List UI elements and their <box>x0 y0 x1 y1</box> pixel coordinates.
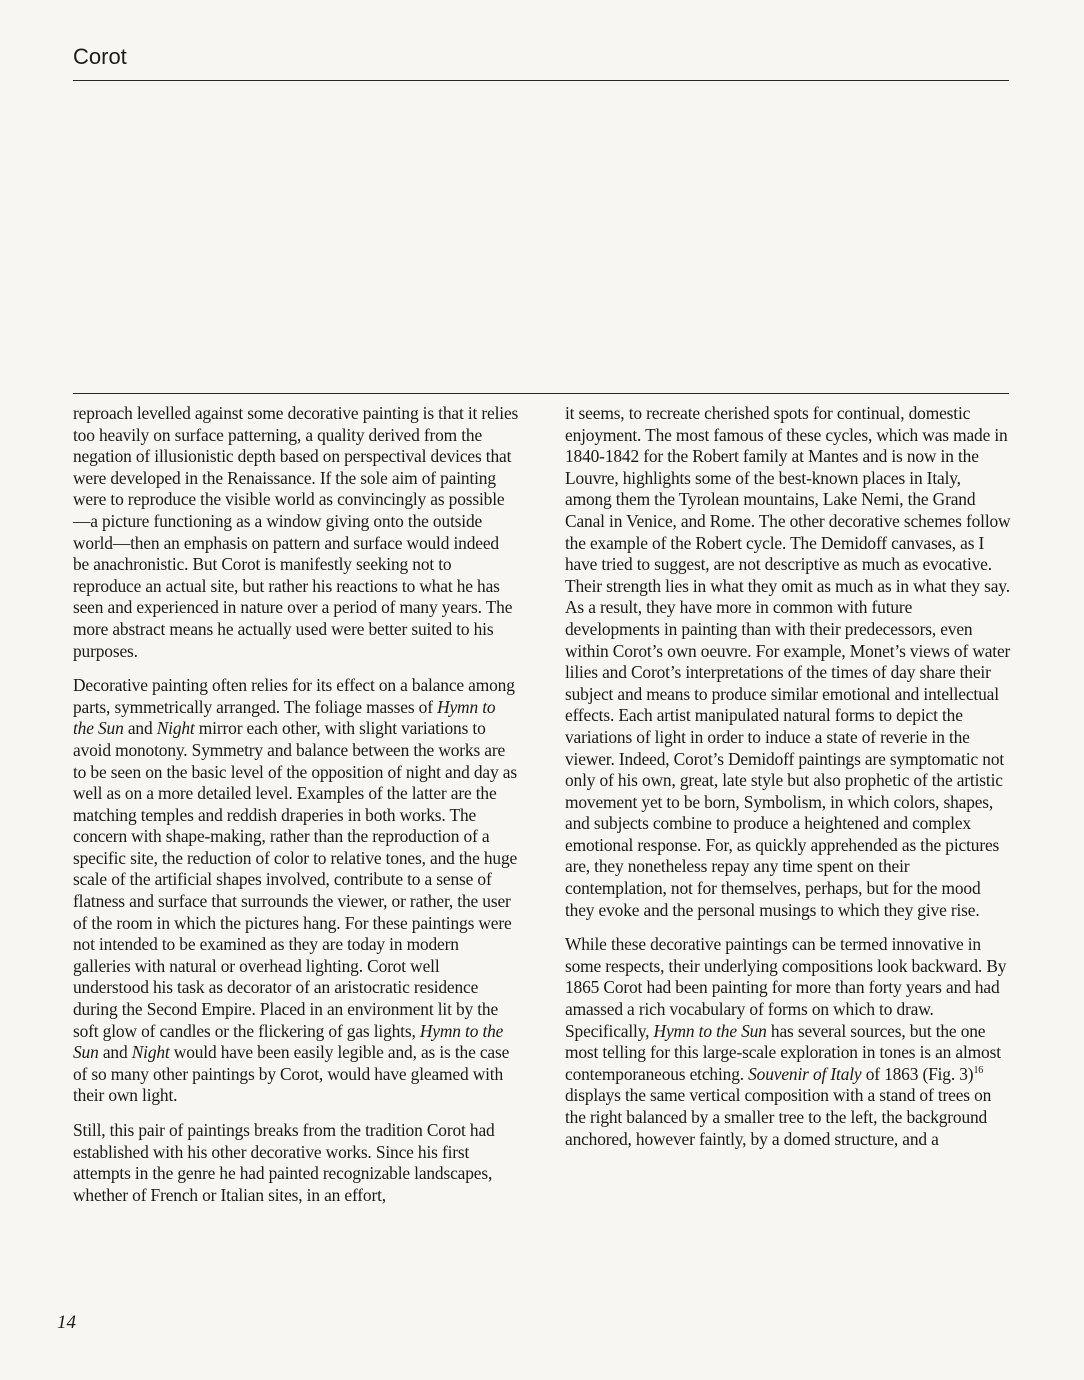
title-hymn-to-the-sun: Hymn to the Sun <box>73 696 496 739</box>
right-column <box>565 403 1011 1163</box>
title-night: Night <box>131 1042 170 1063</box>
title-souvenir-of-italy: Souvenir of Italy <box>748 1063 862 1084</box>
figure-bottom-rule <box>73 393 1009 394</box>
title-night: Night <box>156 718 195 739</box>
title-hymn-to-the-sun: Hymn to the Sun <box>73 1020 504 1063</box>
left-paragraph-2 <box>73 675 519 1107</box>
right-paragraph-1: it seems, to recreate cherished spots for continual, domestic enjoyment. The most famous of these cycles, which was made in 1840-1842 for the Robert family at Mantes and is now in the Louvre, highlights some of the best-known places in Italy, among them the Tyrolean mountains, Lake Nemi, the Grand Canal in Venice, and Rome. The other decorative schemes follow the example of the Robert cycle. The Demidoff canvases, as I have tried to suggest, are not descriptive as much as evocative. Their strength lies in what they omit as much as in what they say. As a result, they have more in common with future developments in painting than with their predecessors, even within Corot’s own oeuvre. For example, Monet’s views of water lilies and Corot’s interpretations of the times of day share their subject and means to produce similar emotional and intellectual effects. Each artist manipulated natural forms to depict the variations of light in order to induce a state of reverie in the viewer. Indeed, Corot’s Demidoff paintings are symptomatic not only of his own, great, late style but also prophetic of the artistic movement yet to be born, Symbolism, in which colors, shapes, and subjects combine to produce a heightened and complex emotional response. For, as quickly apprehended as the pictures are, they nonetheless repay any time spent on their contemplation, not for themselves, perhaps, but for the mood they evoke and the personal musings to which they give rise. <box>565 403 1011 920</box>
left-paragraph-3: Still, this pair of paintings breaks from the tradition Corot had established with his other decorative works. Since his first attempts in the genre he had painted recognizable landscapes, whether of French or Italian sites, in an effort, <box>73 1120 495 1205</box>
text-run: mirror each other, with slight variations to avoid monotony. Symmetry and balance between the works are to be seen on the basic level of the opposition of night and day as well as on a more detailed level. Examples of the latter are the matching temples and reddish draperies in both works. The concern with shape-making, rather than the reproduction of a specific site, the reduction of color to relative tones, and the huge scale of the artificial shapes involved, contribute to a sense of flatness and surface that surrounds the viewer, or rather, the user of the room in which the pictures hang. For these paintings were not intended to be examined as they are today in modern galleries with natural or overhead lighting. Corot well understood his task as decorator of an aristocratic residence during the Second Empire. Placed in an environment lit by the soft glow of candles or the flickering of gas lights, <box>73 718 518 1041</box>
running-head: Corot <box>73 44 127 69</box>
text-run: displays the same vertical composition with a stand of trees on the right balanced by a smaller tree to the left, the background anchored, however faintly, by a domed structure, and a <box>565 1085 992 1149</box>
left-column <box>73 403 519 1219</box>
footnote-ref[interactable]: 16 <box>973 1065 984 1077</box>
page-number: 14 <box>57 1312 76 1333</box>
figure-area <box>73 82 1009 392</box>
text-run: of 1863 (Fig. 3) <box>861 1063 974 1084</box>
text-run: Decorative painting often relies for its effect on a balance among parts, symmetrically arranged. The foliage masses of <box>73 675 515 717</box>
text-run: and <box>98 1042 132 1063</box>
text-run: While these decorative paintings can be termed innovative in some respects, their underlying compositions look backward. By 1865 Corot had been painting for more than forty years and had amassed a rich vocabulary of forms on which to draw. Specifically, <box>565 934 1007 1041</box>
title-hymn-to-the-sun: Hymn to the Sun <box>653 1020 767 1041</box>
text-run: would have been easily legible and, as is the case of so many other paintings by Corot, would have gleamed with their own light. <box>73 1042 510 1106</box>
left-paragraph-1: reproach levelled against some decorative painting is that it relies too heavily on surface patterning, a quality derived from the negation of illusionistic depth based on perspectival devices that were developed in the Renaissance. If the sole aim of painting were to reproduce the visible world as convincingly as possible—a picture functioning as a window giving onto the outside world—then an emphasis on pattern and surface would indeed be anachronistic. But Corot is manifestly seeking not to reproduce an actual site, but rather his reactions to what he has seen and experienced in nature over a period of many years. The more abstract means he actually used were better suited to his purposes. <box>73 403 519 661</box>
right-paragraph-2 <box>565 934 1011 1150</box>
text-run: and <box>123 718 157 739</box>
header-rule <box>73 80 1009 81</box>
text-run: has several sources, but the one most telling for this large-scale exploration in tones is an almost contemporaneous etching. <box>565 1020 1001 1084</box>
